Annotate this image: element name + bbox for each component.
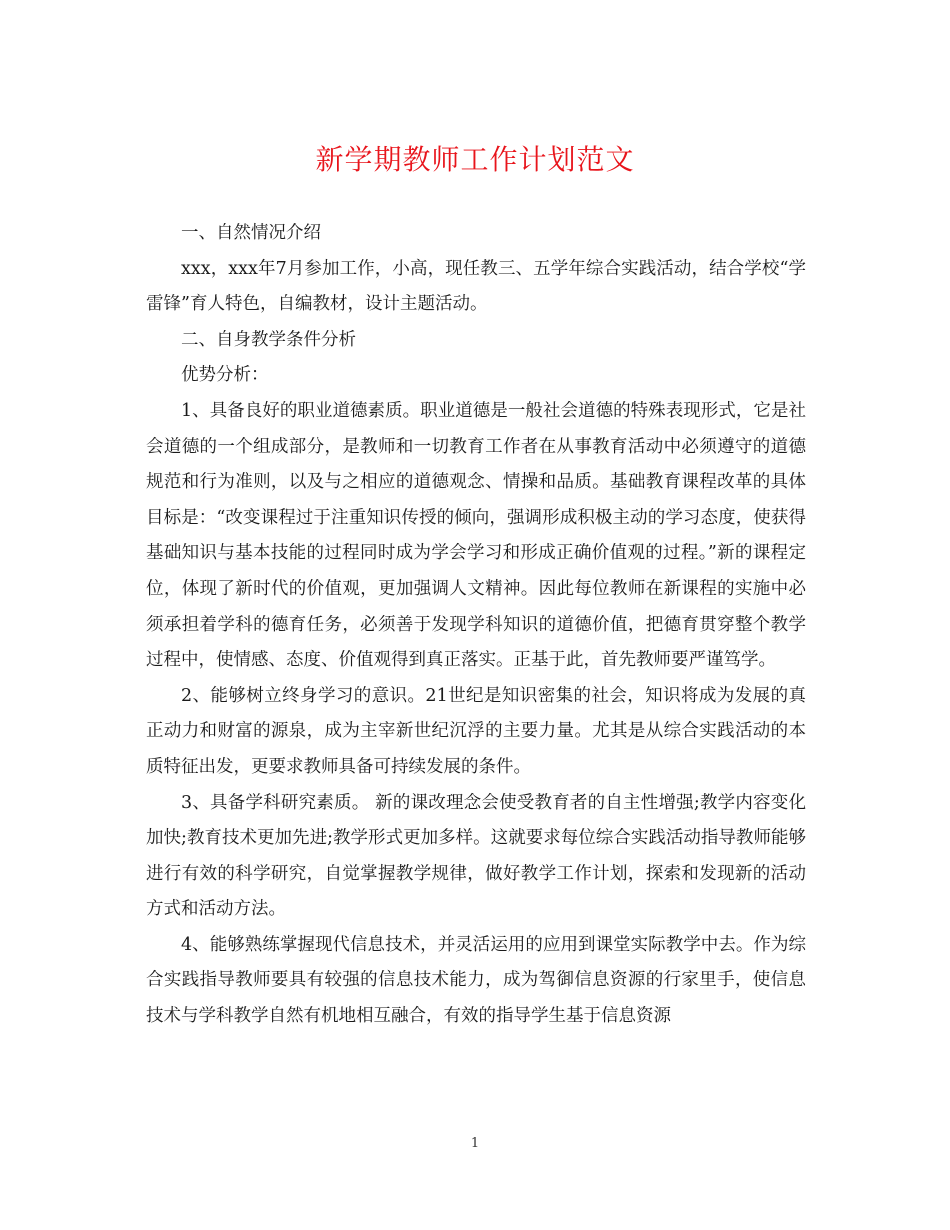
section-heading-2: 二、自身教学条件分析 xyxy=(181,329,356,350)
subheading-advantages: 优势分析： xyxy=(181,365,269,386)
document-body xyxy=(146,216,806,1035)
paragraph-item-1: 1、具备良好的职业道德素质。职业道德是一般社会道德的特殊表现形式，它是社会道德的一个组成部分，是教师和一切教育工作者在从事教育活动中必须遵守的道德规范和行为准则，以及与之相应的道德观念、情操和品质。基础教育课程改革的具体目标是：“改变课程过于注重知识传授的倾向，强调形成积极主动的学习态度，使获得基础知识与基本技能的过程同时成为学会学习和形成正确价值观的过程。”新的课程定位，体现了新时代的价值观，更加强调人文精神。因此每位教师在新课程的实施中必须承担着学科的德育任务，必须善于发现学科知识的道德价值，把德育贯穿整个教学过程中，使情感、态度、价值观得到真正落实。正基于此，首先教师要严谨笃学。 xyxy=(146,400,806,671)
paragraph-item-2: 2、能够树立终身学习的意识。21世纪是知识密集的社会，知识将成为发展的真正动力和财富的源泉，成为主宰新世纪沉浮的主要力量。尤其是从综合实践活动的本质特征出发，更要求教师具备可持续发展的条件。 xyxy=(146,685,806,777)
document-title: 新学期教师工作计划范文 xyxy=(315,143,635,176)
paragraph-item-4: 4、能够熟练掌握现代信息技术，并灵活运用的应用到课堂实际教学中去。作为综合实践指导教师要具有较强的信息技术能力，成为驾御信息资源的行家里手，使信息技术与学科教学自然有机地相互融合，有效的指导学生基于信息资源 xyxy=(146,934,806,1027)
paragraph-intro: xxx，xxx年7月参加工作，小高，现任教三、五学年综合实践活动，结合学校“学雷锋”育人特色，自编教材，设计主题活动。 xyxy=(146,258,806,315)
section-heading-1: 一、自然情况介绍 xyxy=(181,223,321,243)
paragraph-item-3: 3、具备学科研究素质。 新的课改理念会使受教育者的自主性增强;教学内容变化加快;教育技术更加先进;教学形式更加多样。这就要求每位综合实践活动指导教师能够进行有效的科学研究，自觉掌握教学规律，做好教学工作计划，探索和发现新的活动方式和活动方法。 xyxy=(146,792,806,920)
page-number: 1 xyxy=(470,1136,480,1151)
